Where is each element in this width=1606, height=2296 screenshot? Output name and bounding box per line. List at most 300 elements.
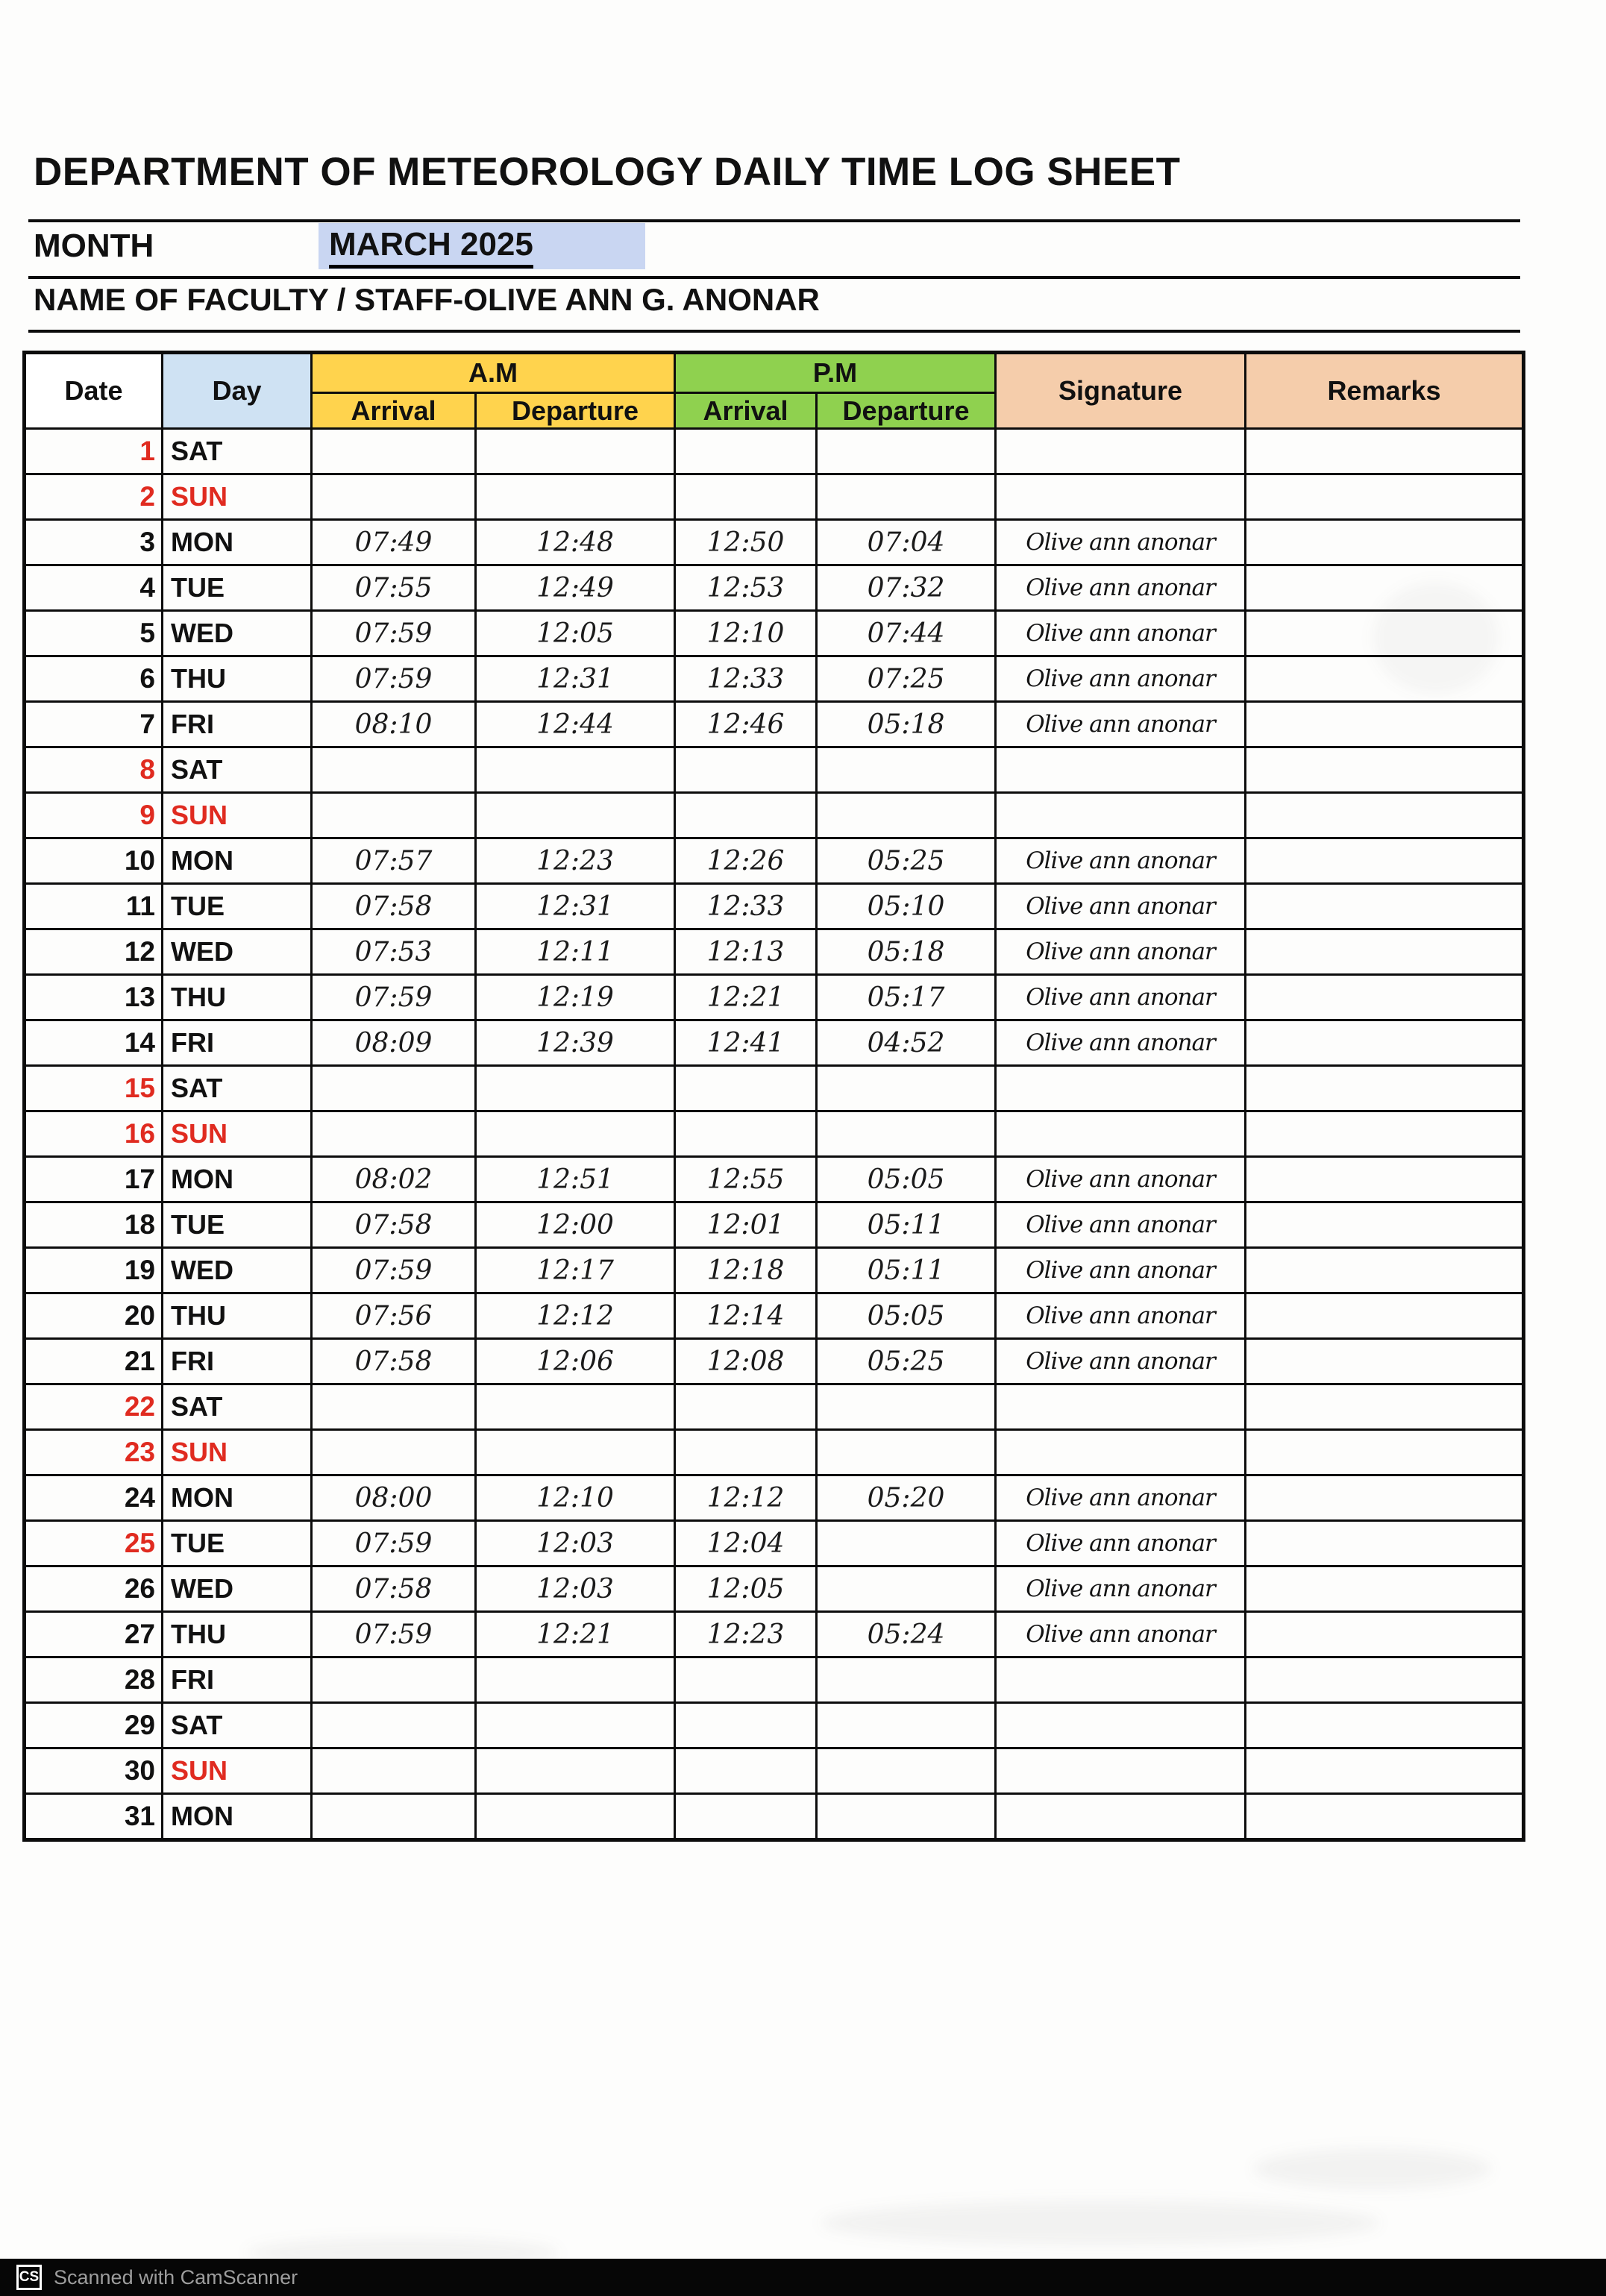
am-departure-cell: 12:10 [476, 1475, 675, 1521]
date-cell: 29 [25, 1703, 163, 1748]
camscanner-watermark-text: Scanned with CamScanner [54, 2265, 298, 2289]
pm-departure-cell [817, 1066, 996, 1111]
am-departure-cell: 12:39 [476, 1020, 675, 1066]
date-cell: 20 [25, 1293, 163, 1339]
date-cell: 31 [25, 1794, 163, 1840]
table-row [25, 1202, 1524, 1248]
scan-smudge [1253, 2148, 1492, 2189]
pm-arrival-cell [675, 429, 817, 474]
pm-arrival-cell: 12:55 [675, 1157, 817, 1202]
am-departure-cell: 12:21 [476, 1612, 675, 1657]
time-log-table-body [25, 429, 1524, 1840]
date-cell: 3 [25, 520, 163, 565]
header-am-departure: Departure [476, 393, 675, 429]
day-cell: FRI [163, 702, 312, 747]
am-departure-cell: 12:19 [476, 975, 675, 1020]
header-day: Day [163, 353, 312, 429]
am-arrival-cell: 07:55 [312, 565, 476, 611]
pm-arrival-cell: 12:33 [675, 656, 817, 702]
am-departure-cell [476, 1066, 675, 1111]
remarks-cell [1246, 1066, 1524, 1111]
am-arrival-cell [312, 793, 476, 838]
pm-departure-cell: 07:44 [817, 611, 996, 656]
camscanner-footer-bar [0, 2259, 1606, 2296]
remarks-cell [1246, 1020, 1524, 1066]
date-cell: 28 [25, 1657, 163, 1703]
pm-arrival-cell: 12:23 [675, 1612, 817, 1657]
am-arrival-cell: 07:59 [312, 1612, 476, 1657]
day-cell: MON [163, 520, 312, 565]
am-departure-cell: 12:03 [476, 1521, 675, 1566]
am-arrival-cell: 07:59 [312, 975, 476, 1020]
remarks-cell [1246, 793, 1524, 838]
pm-departure-cell: 07:25 [817, 656, 996, 702]
date-cell: 16 [25, 1111, 163, 1157]
remarks-cell [1246, 838, 1524, 884]
pm-arrival-cell: 12:26 [675, 838, 817, 884]
day-cell: SUN [163, 474, 312, 520]
signature-cell: Olive ann anonar [996, 975, 1246, 1020]
am-departure-cell [476, 1703, 675, 1748]
signature-cell: Olive ann anonar [996, 1202, 1246, 1248]
day-cell: WED [163, 611, 312, 656]
header-date: Date [25, 353, 163, 429]
pm-departure-cell: 05:05 [817, 1157, 996, 1202]
pm-departure-cell: 05:11 [817, 1248, 996, 1293]
pm-arrival-cell [675, 1111, 817, 1157]
table-row [25, 1748, 1524, 1794]
time-log-table [22, 351, 1525, 1842]
date-cell: 13 [25, 975, 163, 1020]
pm-departure-cell [817, 1703, 996, 1748]
day-cell: SUN [163, 1111, 312, 1157]
remarks-cell [1246, 1202, 1524, 1248]
signature-cell: Olive ann anonar [996, 929, 1246, 975]
pm-arrival-cell: 12:10 [675, 611, 817, 656]
header-signature: Signature [996, 353, 1246, 429]
month-row [34, 226, 533, 271]
table-row [25, 1430, 1524, 1475]
pm-arrival-cell [675, 1066, 817, 1111]
date-cell: 9 [25, 793, 163, 838]
day-cell: SUN [163, 1748, 312, 1794]
table-row [25, 1293, 1524, 1339]
remarks-cell [1246, 1612, 1524, 1657]
date-cell: 27 [25, 1612, 163, 1657]
am-arrival-cell [312, 1066, 476, 1111]
am-arrival-cell: 08:10 [312, 702, 476, 747]
am-departure-cell [476, 747, 675, 793]
page-title: DEPARTMENT OF METEOROLOGY DAILY TIME LOG SHEET [34, 150, 1181, 194]
am-arrival-cell: 07:57 [312, 838, 476, 884]
day-cell: FRI [163, 1020, 312, 1066]
am-departure-cell [476, 1384, 675, 1430]
date-cell: 15 [25, 1066, 163, 1111]
date-cell: 19 [25, 1248, 163, 1293]
am-arrival-cell: 07:58 [312, 1202, 476, 1248]
pm-arrival-cell [675, 474, 817, 520]
table-row [25, 1248, 1524, 1293]
day-cell: TUE [163, 1202, 312, 1248]
pm-departure-cell [817, 429, 996, 474]
pm-departure-cell: 07:32 [817, 565, 996, 611]
am-departure-cell [476, 1748, 675, 1794]
pm-departure-cell [817, 1384, 996, 1430]
am-arrival-cell [312, 474, 476, 520]
header-pm: P.M [675, 353, 996, 393]
date-cell: 6 [25, 656, 163, 702]
signature-cell: Olive ann anonar [996, 1612, 1246, 1657]
am-arrival-cell: 08:02 [312, 1157, 476, 1202]
pm-departure-cell [817, 1657, 996, 1703]
am-arrival-cell: 07:58 [312, 884, 476, 929]
remarks-cell [1246, 975, 1524, 1020]
scan-smudge [1373, 582, 1499, 694]
signature-cell: Olive ann anonar [996, 1475, 1246, 1521]
pm-arrival-cell [675, 1748, 817, 1794]
pm-arrival-cell: 12:08 [675, 1339, 817, 1384]
remarks-cell [1246, 702, 1524, 747]
am-departure-cell: 12:03 [476, 1566, 675, 1612]
am-departure-cell: 12:49 [476, 565, 675, 611]
pm-arrival-cell [675, 1384, 817, 1430]
signature-cell: Olive ann anonar [996, 1339, 1246, 1384]
table-row [25, 656, 1524, 702]
table-row [25, 474, 1524, 520]
date-cell: 2 [25, 474, 163, 520]
signature-cell: Olive ann anonar [996, 884, 1246, 929]
remarks-cell [1246, 747, 1524, 793]
faculty-name-line: NAME OF FACULTY / STAFF-OLIVE ANN G. ANONAR [34, 282, 820, 317]
day-cell: TUE [163, 884, 312, 929]
am-departure-cell: 12:31 [476, 656, 675, 702]
pm-arrival-cell: 12:18 [675, 1248, 817, 1293]
header-am: A.M [312, 353, 675, 393]
signature-cell: Olive ann anonar [996, 702, 1246, 747]
date-cell: 12 [25, 929, 163, 975]
table-row [25, 884, 1524, 929]
signature-cell [996, 1794, 1246, 1840]
time-log-table-wrap [22, 351, 1525, 1842]
table-row [25, 429, 1524, 474]
am-arrival-cell: 07:58 [312, 1339, 476, 1384]
pm-arrival-cell: 12:05 [675, 1566, 817, 1612]
pm-departure-cell [817, 1111, 996, 1157]
am-departure-cell: 12:51 [476, 1157, 675, 1202]
table-row [25, 975, 1524, 1020]
pm-arrival-cell: 12:46 [675, 702, 817, 747]
date-cell: 10 [25, 838, 163, 884]
day-cell: MON [163, 1794, 312, 1840]
remarks-cell [1246, 1794, 1524, 1840]
signature-cell [996, 1066, 1246, 1111]
remarks-cell [1246, 1475, 1524, 1521]
am-arrival-cell [312, 1657, 476, 1703]
signature-cell: Olive ann anonar [996, 1157, 1246, 1202]
day-cell: THU [163, 975, 312, 1020]
day-cell: MON [163, 1157, 312, 1202]
pm-departure-cell: 05:18 [817, 702, 996, 747]
pm-departure-cell: 04:52 [817, 1020, 996, 1066]
pm-departure-cell: 05:25 [817, 838, 996, 884]
camscanner-logo: CS [16, 2265, 42, 2290]
table-row [25, 1703, 1524, 1748]
signature-cell: Olive ann anonar [996, 656, 1246, 702]
table-row [25, 611, 1524, 656]
table-row [25, 702, 1524, 747]
table-row [25, 747, 1524, 793]
pm-departure-cell [817, 474, 996, 520]
pm-departure-cell: 07:04 [817, 520, 996, 565]
pm-arrival-cell [675, 1657, 817, 1703]
day-cell: SAT [163, 1066, 312, 1111]
signature-cell [996, 1384, 1246, 1430]
date-cell: 14 [25, 1020, 163, 1066]
am-departure-cell: 12:00 [476, 1202, 675, 1248]
pm-arrival-cell: 12:12 [675, 1475, 817, 1521]
table-row [25, 1566, 1524, 1612]
table-row [25, 1612, 1524, 1657]
am-arrival-cell [312, 1430, 476, 1475]
am-arrival-cell: 07:49 [312, 520, 476, 565]
table-row [25, 520, 1524, 565]
am-departure-cell [476, 474, 675, 520]
signature-cell [996, 1703, 1246, 1748]
remarks-cell [1246, 1339, 1524, 1384]
pm-departure-cell [817, 793, 996, 838]
am-departure-cell [476, 429, 675, 474]
am-arrival-cell: 08:09 [312, 1020, 476, 1066]
am-departure-cell [476, 1111, 675, 1157]
am-departure-cell: 12:11 [476, 929, 675, 975]
pm-departure-cell: 05:20 [817, 1475, 996, 1521]
date-cell: 1 [25, 429, 163, 474]
am-arrival-cell: 07:59 [312, 656, 476, 702]
divider-under-title [28, 219, 1520, 222]
pm-arrival-cell [675, 1794, 817, 1840]
table-row [25, 1657, 1524, 1703]
month-label: MONTH [34, 228, 154, 264]
date-cell: 4 [25, 565, 163, 611]
am-departure-cell: 12:44 [476, 702, 675, 747]
pm-departure-cell: 05:05 [817, 1293, 996, 1339]
am-departure-cell: 12:12 [476, 1293, 675, 1339]
am-departure-cell: 12:05 [476, 611, 675, 656]
remarks-cell [1246, 1657, 1524, 1703]
signature-cell [996, 1111, 1246, 1157]
table-row [25, 838, 1524, 884]
remarks-cell [1246, 1430, 1524, 1475]
remarks-cell [1246, 1521, 1524, 1566]
pm-arrival-cell: 12:13 [675, 929, 817, 975]
divider-under-month [28, 276, 1520, 279]
day-cell: SAT [163, 1703, 312, 1748]
am-arrival-cell: 07:56 [312, 1293, 476, 1339]
day-cell: THU [163, 1293, 312, 1339]
day-cell: FRI [163, 1657, 312, 1703]
signature-cell [996, 1748, 1246, 1794]
remarks-cell [1246, 520, 1524, 565]
pm-departure-cell: 05:10 [817, 884, 996, 929]
pm-arrival-cell: 12:04 [675, 1521, 817, 1566]
pm-arrival-cell [675, 793, 817, 838]
date-cell: 11 [25, 884, 163, 929]
month-value: MARCH 2025 [329, 226, 533, 269]
table-row [25, 1521, 1524, 1566]
remarks-cell [1246, 1248, 1524, 1293]
pm-arrival-cell [675, 1703, 817, 1748]
table-row [25, 1794, 1524, 1840]
pm-arrival-cell: 12:14 [675, 1293, 817, 1339]
header-pm-arrival: Arrival [675, 393, 817, 429]
am-departure-cell [476, 1657, 675, 1703]
day-cell: SAT [163, 429, 312, 474]
pm-departure-cell [817, 1794, 996, 1840]
signature-cell [996, 747, 1246, 793]
day-cell: WED [163, 929, 312, 975]
date-cell: 30 [25, 1748, 163, 1794]
table-row [25, 1339, 1524, 1384]
pm-departure-cell [817, 1566, 996, 1612]
day-cell: TUE [163, 1521, 312, 1566]
signature-cell [996, 1430, 1246, 1475]
am-arrival-cell: 07:59 [312, 1521, 476, 1566]
pm-arrival-cell: 12:21 [675, 975, 817, 1020]
am-arrival-cell [312, 1794, 476, 1840]
date-cell: 5 [25, 611, 163, 656]
am-arrival-cell: 07:58 [312, 1566, 476, 1612]
day-cell: WED [163, 1248, 312, 1293]
remarks-cell [1246, 1111, 1524, 1157]
signature-cell: Olive ann anonar [996, 611, 1246, 656]
table-row [25, 929, 1524, 975]
date-cell: 23 [25, 1430, 163, 1475]
day-cell: MON [163, 838, 312, 884]
am-departure-cell [476, 1430, 675, 1475]
signature-cell: Olive ann anonar [996, 1566, 1246, 1612]
date-cell: 7 [25, 702, 163, 747]
signature-cell [996, 474, 1246, 520]
header-am-arrival: Arrival [312, 393, 476, 429]
signature-cell: Olive ann anonar [996, 1020, 1246, 1066]
day-cell: WED [163, 1566, 312, 1612]
signature-cell: Olive ann anonar [996, 1293, 1246, 1339]
signature-cell: Olive ann anonar [996, 838, 1246, 884]
pm-departure-cell [817, 1430, 996, 1475]
am-departure-cell: 12:48 [476, 520, 675, 565]
table-row [25, 1157, 1524, 1202]
signature-cell: Olive ann anonar [996, 1248, 1246, 1293]
day-cell: MON [163, 1475, 312, 1521]
date-cell: 8 [25, 747, 163, 793]
pm-arrival-cell: 12:53 [675, 565, 817, 611]
day-cell: FRI [163, 1339, 312, 1384]
divider-under-name [28, 330, 1520, 333]
table-row [25, 1111, 1524, 1157]
remarks-cell [1246, 884, 1524, 929]
remarks-cell [1246, 1384, 1524, 1430]
date-cell: 18 [25, 1202, 163, 1248]
date-cell: 17 [25, 1157, 163, 1202]
remarks-cell [1246, 1748, 1524, 1794]
pm-arrival-cell: 12:50 [675, 520, 817, 565]
remarks-cell [1246, 474, 1524, 520]
pm-arrival-cell [675, 1430, 817, 1475]
pm-arrival-cell: 12:41 [675, 1020, 817, 1066]
month-value-highlight [319, 223, 645, 269]
remarks-cell [1246, 429, 1524, 474]
am-departure-cell [476, 793, 675, 838]
pm-departure-cell [817, 1748, 996, 1794]
header-pm-departure: Departure [817, 393, 996, 429]
day-cell: SAT [163, 1384, 312, 1430]
am-arrival-cell [312, 1111, 476, 1157]
am-departure-cell: 12:06 [476, 1339, 675, 1384]
pm-arrival-cell [675, 747, 817, 793]
am-arrival-cell: 07:53 [312, 929, 476, 975]
am-arrival-cell [312, 1384, 476, 1430]
am-departure-cell [476, 1794, 675, 1840]
signature-cell [996, 429, 1246, 474]
pm-arrival-cell: 12:33 [675, 884, 817, 929]
remarks-cell [1246, 1703, 1524, 1748]
pm-departure-cell: 05:11 [817, 1202, 996, 1248]
pm-departure-cell [817, 747, 996, 793]
remarks-cell [1246, 929, 1524, 975]
date-cell: 21 [25, 1339, 163, 1384]
signature-cell: Olive ann anonar [996, 565, 1246, 611]
pm-departure-cell: 05:24 [817, 1612, 996, 1657]
remarks-cell [1246, 1566, 1524, 1612]
am-arrival-cell: 07:59 [312, 1248, 476, 1293]
remarks-cell [1246, 1293, 1524, 1339]
date-cell: 26 [25, 1566, 163, 1612]
date-cell: 24 [25, 1475, 163, 1521]
signature-cell: Olive ann anonar [996, 1521, 1246, 1566]
signature-cell: Olive ann anonar [996, 520, 1246, 565]
table-row [25, 1020, 1524, 1066]
am-arrival-cell [312, 429, 476, 474]
header-remarks: Remarks [1246, 353, 1524, 429]
am-departure-cell: 12:23 [476, 838, 675, 884]
day-cell: THU [163, 1612, 312, 1657]
table-row [25, 1384, 1524, 1430]
am-departure-cell: 12:31 [476, 884, 675, 929]
day-cell: SAT [163, 747, 312, 793]
scan-smudge [821, 2201, 1380, 2245]
table-row [25, 793, 1524, 838]
signature-cell [996, 793, 1246, 838]
pm-departure-cell: 05:18 [817, 929, 996, 975]
am-arrival-cell [312, 1703, 476, 1748]
signature-cell [996, 1657, 1246, 1703]
am-arrival-cell [312, 747, 476, 793]
pm-departure-cell: 05:17 [817, 975, 996, 1020]
day-cell: SUN [163, 1430, 312, 1475]
pm-departure-cell: 05:25 [817, 1339, 996, 1384]
table-row [25, 1475, 1524, 1521]
table-row [25, 565, 1524, 611]
am-arrival-cell: 08:00 [312, 1475, 476, 1521]
day-cell: SUN [163, 793, 312, 838]
am-departure-cell: 12:17 [476, 1248, 675, 1293]
day-cell: TUE [163, 565, 312, 611]
table-row [25, 1066, 1524, 1111]
am-arrival-cell: 07:59 [312, 611, 476, 656]
date-cell: 25 [25, 1521, 163, 1566]
pm-arrival-cell: 12:01 [675, 1202, 817, 1248]
pm-departure-cell [817, 1521, 996, 1566]
